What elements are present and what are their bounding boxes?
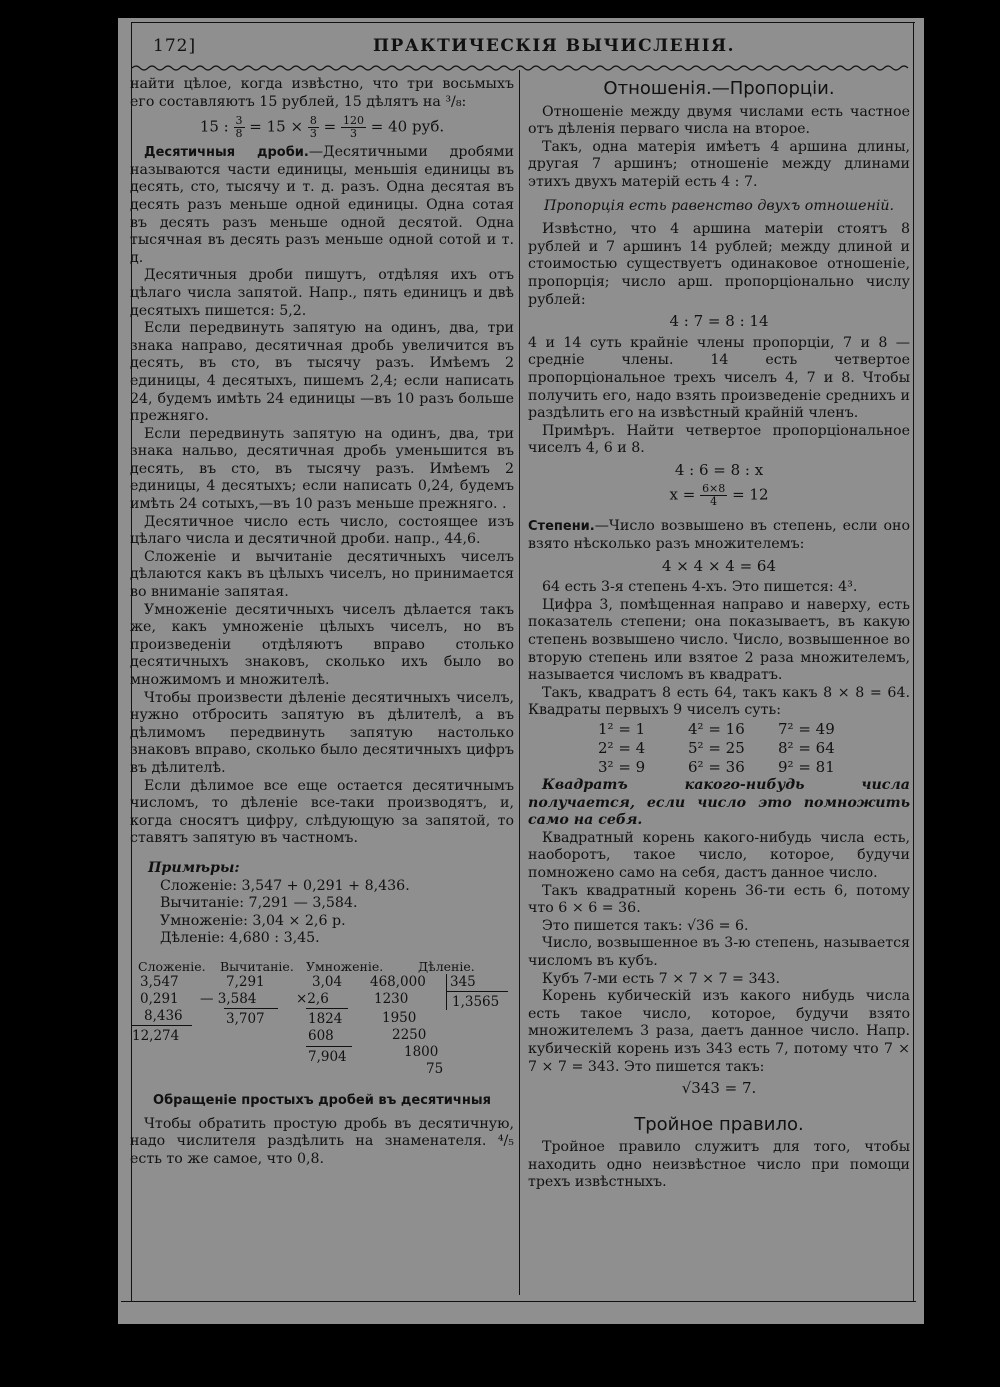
calc-value: ×2,6 bbox=[296, 990, 329, 1007]
frame-right-rule bbox=[913, 22, 914, 1302]
paragraph-text: —Десятичными дробями называются части единицы, меньшія единицы въ десять, сто, тысячу и т. д. разъ. Одна десятая въ десять разъ меньше одной единицы. Одна сотая въ десять разъ меньше одной десятой. Одна тысячная въ десять разъ меньше одной сотой и т. д. bbox=[130, 144, 514, 266]
paragraph: Такъ квадратный корень 36-ти есть 6, потому что 6 × 6 = 36. bbox=[528, 882, 910, 917]
paragraph: Такъ, одна матерія имѣетъ 4 аршина длины, другая 7 аршинъ; отношеніе между длинами этихъ двухъ матерій есть 4 : 7. bbox=[528, 138, 910, 190]
squares-row bbox=[598, 739, 910, 758]
column-divider bbox=[519, 70, 520, 1295]
frame-bottom-rule bbox=[121, 1301, 916, 1302]
calc-value: — 3,584 bbox=[200, 990, 257, 1007]
paragraph: Извѣстно, что 4 аршина матеріи стоятъ 8 рублей и 7 аршинъ 14 рублей; между длиной и стоимостью существуетъ одинаковое отношеніе, пропорція; число арш. пропорціонально числу рублей: bbox=[528, 221, 910, 308]
formula: 4 : 6 = 8 : x bbox=[674, 460, 764, 479]
paragraph: Сложеніе и вычитаніе десятичныхъ чиселъ дѣлаются какъ въ цѣлыхъ чиселъ, но принимается во вниманіе запятая. bbox=[130, 548, 514, 601]
paragraph-degrees bbox=[528, 518, 910, 553]
numerator: 3 bbox=[235, 114, 243, 128]
calc-value: 0,291 bbox=[140, 990, 179, 1007]
section-heading: Обращеніе простыхъ дробей въ десятичныя bbox=[153, 1092, 491, 1108]
book-page bbox=[118, 18, 924, 1324]
square-cell: 7² = 49 bbox=[778, 720, 835, 738]
formula-part: = 15 × bbox=[249, 117, 304, 136]
calc-value: 1824 bbox=[308, 1010, 343, 1027]
division-line bbox=[446, 991, 508, 992]
paragraph: Кубъ 7-ми есть 7 × 7 × 7 = 343. bbox=[542, 970, 781, 987]
example-line: Сложеніе: 3,547 + 0,291 + 8,436. bbox=[160, 877, 410, 894]
paragraph: Умноженіе десятичныхъ чиселъ дѣлается такъ же, какъ умноженіе цѣлыхъ чиселъ, но въ произведеніи отдѣляютъ вправо столько десятичныхъ знаковъ, сколько ихъ было во множимомъ и множителѣ. bbox=[130, 601, 514, 688]
paragraph: Примѣръ. Найти четвертое пропорціональное чиселъ 4, 6 и 8. bbox=[528, 422, 910, 457]
calc-value: 3,707 bbox=[226, 1010, 265, 1027]
square-cell: 6² = 36 bbox=[688, 758, 745, 776]
square-cell: 8² = 64 bbox=[778, 739, 835, 757]
examples-heading: Примѣры: bbox=[148, 859, 240, 876]
formula: √343 = 7. bbox=[681, 1079, 757, 1098]
paragraph: Чтобы обратить простую дробь въ десятичную, надо числителя раздѣлить на знаменателя. ⁴/₅ есть то же самое, что 0,8. bbox=[130, 1115, 514, 1167]
calc-value: 12,274 bbox=[132, 1027, 180, 1044]
calc-value: 608 bbox=[308, 1027, 334, 1044]
paragraph-decimals bbox=[130, 144, 514, 267]
calc-value: 2250 bbox=[392, 1026, 427, 1043]
formula-part: = bbox=[323, 117, 337, 136]
paragraph: Корень кубическій изъ какого нибудь числа есть такое число, которое, будучи взято множителемъ 3 раза, даетъ данное число. Напр. кубическій корень изъ 343 есть 7, потому что 7 × 7 × 7 = 343. Это пишется такъ: bbox=[528, 988, 910, 1075]
fraction bbox=[234, 115, 245, 140]
calc-value: 7,904 bbox=[308, 1048, 347, 1065]
definition: Квадратъ какого-нибудь числа получается, если число это помножить само на себя. bbox=[528, 777, 910, 829]
calc-value: 468,000 bbox=[370, 973, 426, 990]
paragraph: Цифра 3, помѣщенная направо и наверху, есть показатель степени; она показываетъ, въ какую степень возвышено число. Число, возвышенное во вторую степень или взятое 2 раза множителемъ, называется числомъ въ квадратъ. bbox=[528, 596, 910, 684]
paragraph: найти цѣлое, когда извѣстно, что три восьмыхъ его составляютъ 15 рублей, 15 дѣлятъ на ³/₈: bbox=[130, 76, 514, 110]
worked-calculations bbox=[130, 958, 514, 1086]
calc-value: 7,291 bbox=[226, 973, 265, 990]
right-column bbox=[528, 78, 910, 1192]
calc-heading: Сложеніе. bbox=[138, 958, 206, 974]
definition: Пропорція есть равенство двухъ отношеній. bbox=[543, 197, 895, 214]
paragraph: Десятичныя дроби пишутъ, отдѣляя ихъ отъ цѣлаго числа запятой. Напр., пять единицъ и двѣ десятыхъ пишется: 5,2. bbox=[130, 267, 514, 319]
squares-table bbox=[598, 720, 910, 777]
square-cell: 1² = 1 bbox=[598, 720, 646, 738]
square-cell: 2² = 4 bbox=[598, 739, 646, 757]
formula: 4 × 4 × 4 = 64 bbox=[661, 556, 777, 575]
paragraph: Чтобы произвести дѣленіе десятичныхъ чиселъ, нужно отбросить запятую въ дѣлителѣ, а въ дѣлимомъ передвинуть запятую настолько знаковъ вправо, сколько было десятичныхъ цифръ въ дѣлителѣ. bbox=[130, 689, 514, 776]
section-heading: Степени. bbox=[528, 519, 595, 535]
paragraph: Если передвинуть запятую на одинъ, два, три знака направо, десятичная дробь увеличится въ десять, въ сто, въ тысячу разъ. Имѣемъ 2 единицы, 4 десятыхъ, пишемъ 2,4; если написать 24, будемъ имѣть 24 единицы —въ 10 разъ больше прежняго. bbox=[130, 320, 514, 425]
denominator: 3 bbox=[349, 127, 357, 141]
paragraph: Число, возвышенное въ 3-ю степень, называется числомъ въ кубъ. bbox=[528, 935, 910, 969]
product-line bbox=[306, 1046, 352, 1047]
square-cell: 4² = 16 bbox=[688, 720, 745, 738]
paragraph: 64 есть 3-я степень 4-хъ. Это пишется: 4³. bbox=[542, 579, 858, 596]
calc-value: 1230 bbox=[374, 990, 409, 1007]
formula: 4 : 7 = 8 : 14 bbox=[669, 312, 769, 331]
paragraph: Если передвинуть запятую на одинъ, два, три знака нальво, десятичная дробь уменьшится въ десять, въ сто, въ тысячу разъ. Имѣемъ 2 единицы, 4 десятыхъ; если написать 0,24, будемъ имѣть 24 сотыхъ,—въ 10 разъ меньше прежняго. . bbox=[130, 425, 514, 513]
section-title: Отношенія.—Пропорціи. bbox=[603, 78, 835, 99]
page-title: ПРАКТИЧЕСКІЯ ВЫЧИСЛЕНІЯ. bbox=[373, 36, 736, 56]
paragraph: Отношеніе между двумя числами есть частное отъ дѣленія перваго числа на второе. bbox=[528, 103, 910, 138]
calc-value: 3,547 bbox=[140, 973, 179, 990]
left-column bbox=[130, 76, 514, 1168]
fraction bbox=[700, 483, 727, 508]
calc-value: 3,04 bbox=[312, 973, 343, 990]
paragraph: Если дѣлимое все еще остается десятичнымъ числомъ, то дѣленіе все-таки производятъ, и, когда сносятъ цифру, слѣдующую за запятой, то ставятъ запятую въ частномъ. bbox=[130, 777, 514, 847]
squares-row bbox=[598, 758, 910, 777]
denominator: 8 bbox=[235, 127, 243, 141]
page-number: 172] bbox=[153, 36, 197, 56]
denominator: 3 bbox=[309, 127, 317, 141]
squares-row bbox=[598, 720, 910, 739]
paragraph-text: —Число возвышено въ степень, если оно взято нѣсколько разъ множителемъ: bbox=[528, 518, 910, 553]
formula-part: = 40 руб. bbox=[370, 117, 445, 136]
section-heading: Десятичныя дроби. bbox=[144, 145, 309, 161]
paragraph: 4 и 14 суть крайніе члены пропорціи, 7 и 8 — средніе члены. 14 есть четвертое пропорціональное трехъ чиселъ 4, 7 и 8. Чтобы получить его, надо взять произведеніе среднихъ и раздѣлить его на извѣстный крайній членъ. bbox=[528, 334, 910, 422]
example-line: Умноженіе: 3,04 × 2,6 р. bbox=[160, 912, 346, 929]
calc-value: 75 bbox=[426, 1060, 444, 1077]
fraction bbox=[308, 115, 319, 140]
numerator: 8 bbox=[309, 114, 317, 128]
numerator: 120 bbox=[342, 114, 364, 128]
division-bar bbox=[446, 974, 447, 1010]
example-line: Дѣленіе: 4,680 : 3,45. bbox=[160, 930, 320, 947]
formula-part: = 12 bbox=[732, 485, 769, 504]
numerator: 6×8 bbox=[702, 482, 726, 496]
calc-heading: Умноженіе. bbox=[306, 958, 384, 974]
calc-value: 1,3565 bbox=[452, 993, 500, 1010]
section-title: Тройное правило. bbox=[634, 1113, 804, 1135]
paragraph: Десятичное число есть число, состоящее изъ цѣлаго числа и десятичной дроби. напр., 44,6. bbox=[130, 513, 514, 548]
formula-part: 15 : bbox=[199, 117, 229, 136]
square-cell: 5² = 25 bbox=[688, 739, 745, 757]
paragraph: Это пишется такъ: √36 = 6. bbox=[542, 917, 749, 934]
formula-part: x = bbox=[669, 485, 696, 504]
denominator: 4 bbox=[710, 495, 718, 509]
wavy-rule bbox=[132, 64, 914, 72]
paragraph: Такъ, квадратъ 8 есть 64, такъ какъ 8 × 8 = 64. Квадраты первыхъ 9 чиселъ суть: bbox=[528, 684, 910, 719]
calc-value: 8,436 bbox=[144, 1007, 183, 1024]
square-cell: 3² = 9 bbox=[598, 758, 646, 776]
running-header bbox=[153, 36, 893, 64]
calc-heading: Дѣленіе. bbox=[418, 958, 475, 974]
product-line bbox=[306, 1008, 348, 1009]
difference-line bbox=[224, 1008, 278, 1009]
fraction bbox=[341, 115, 366, 140]
formula-fraction bbox=[528, 483, 910, 508]
square-cell: 9² = 81 bbox=[778, 758, 835, 776]
paragraph: Тройное правило служитъ для того, чтобы находить одно неизвѣстное число при помощи трехъ извѣстныхъ. bbox=[528, 1139, 910, 1191]
calc-value: 345 bbox=[450, 973, 476, 990]
sum-line bbox=[132, 1025, 192, 1026]
formula-fraction bbox=[130, 115, 514, 140]
examples-list bbox=[160, 878, 514, 948]
calc-value: 1950 bbox=[382, 1009, 417, 1026]
calc-heading: Вычитаніе. bbox=[220, 958, 294, 974]
example-line: Вычитаніе: 7,291 — 3,584. bbox=[160, 895, 358, 912]
frame-top-rule bbox=[131, 22, 915, 23]
paragraph: Квадратный корень какого-нибудь числа есть, наоборотъ, такое число, которое, будучи помножено само на себя, дастъ данное число. bbox=[528, 829, 910, 881]
calc-value: 1800 bbox=[404, 1043, 439, 1060]
